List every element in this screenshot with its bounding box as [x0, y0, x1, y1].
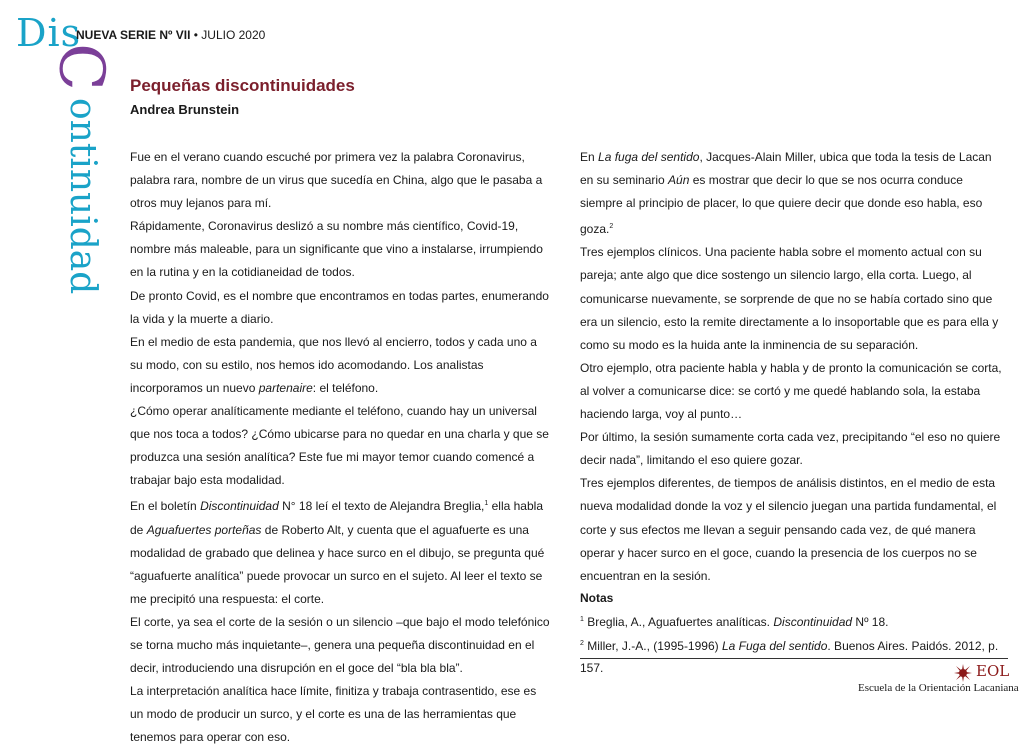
paragraph: El corte, ya sea el corte de la sesión o un silencio –que bajo el modo telefónico se torna mucho más inquietante–, genera una pequeña discontinuidad en el decir, introduciendo una disrupción en el goce del “bla bla bla”.: [130, 614, 550, 676]
note-number: 2: [580, 640, 584, 647]
paragraph: Otro ejemplo, otra paciente habla y habla y de pronto la comunicación se corta, al volver a comunicarse dice: se cortó y me quedé hablando sola, la estaba haciendo larga, voy al punto…: [580, 360, 1002, 422]
italic-run: Discontinuidad: [200, 499, 279, 514]
italic-run: La fuga del sentido: [598, 150, 700, 164]
logo-vertical-text: ontinuidad: [62, 98, 103, 295]
footnote-ref[interactable]: 2: [609, 223, 614, 231]
text-run: ella habla de: [130, 499, 543, 537]
paragraph: [130, 331, 550, 400]
issue-separator: •: [190, 28, 202, 42]
right-column: [580, 146, 1008, 588]
paragraph: [130, 492, 550, 610]
paragraph: [580, 146, 1008, 241]
text-run: N° 18 leí el texto de Alejandra Breglia,: [278, 499, 485, 514]
paragraph: De pronto Covid, es el nombre que encontramos en todas partes, enumerando la vida y la muerte a diario.: [130, 288, 549, 326]
left-column: [130, 146, 550, 749]
italic-run: Aguafuertes porteñas: [146, 522, 262, 537]
paragraph: Rápidamente, Coronavirus deslizó a su nombre más científico, Covid-19, nombre más maleable, para un significante que vino a instalarse, irrumpiendo en la rutina y en la cotidianeidad de todos.: [130, 219, 543, 280]
text-run: En: [580, 150, 599, 164]
discontinuidad-logo: [14, 11, 119, 295]
eol-abbreviation: EOL: [976, 662, 1010, 680]
eol-full-name: Escuela de la Orientación Lacaniana: [858, 682, 1019, 694]
paragraph: ¿Cómo operar analíticamente mediante el teléfono, cuando hay un universal que nos toca a todos? ¿Cómo ubicarse para no quedar en una charla y que se produzca una sesión analítica? Este fue mi mayor temor cuando comencé a trabajar bajo esta modalidad.: [130, 404, 549, 488]
note-item: [580, 609, 1008, 633]
text-run: En el medio de esta pandemia, que nos llevó al encierro, todos y cada uno a su modo, con su estilo, nos hemos ido acomodando. Los analistas incorporamos un nuevo: [130, 334, 537, 395]
article-title: Pequeñas discontinuidades: [130, 76, 355, 95]
paragraph: Por último, la sesión sumamente corta cada vez, precipitando “el eso no quiere decir nada”, limitando el eso quiere gozar.: [580, 430, 1001, 468]
logo-dis-text: Dis: [16, 11, 82, 55]
italic-run: La Fuga del sentido: [721, 639, 828, 653]
footnote-ref[interactable]: 1: [484, 500, 489, 508]
italic-run: Discontinuidad: [773, 615, 853, 629]
paragraph: Tres ejemplos diferentes, de tiempos de análisis distintos, en el medio de esta nueva modalidad donde la voz y el silencio juegan una partida fundamental, el corte y sus efectos me llevan a seguir pensando cada vez, de qué manera operar y hacer surco en el goce, cuando la presencia de los cuerpos no se encuentran en la sesión.: [580, 476, 997, 583]
eol-emblem-icon: [954, 664, 972, 682]
text-run: es mostrar que decir lo que se nos ocurra conduce siempre al principio de placer, lo que quiere decir que donde eso habla, eso goza.: [580, 173, 983, 237]
footer-divider: [580, 658, 1008, 659]
article-author: Andrea Brunstein: [130, 102, 240, 117]
issue-line: [76, 28, 265, 42]
eol-logo: [852, 662, 1019, 702]
text-run: de Roberto Alt, y cuenta que el aguafuerte es una modalidad de grabado que delinea y hace surco en el dibujo, se pregunta qué “aguafuerte analítica” puede provocar un surco en el sujeto. Al leer el texto se me precipitó una respuesta: el corte.: [130, 522, 545, 606]
text-run: . Buenos Aires. Paidós. 2012, p. 157.: [580, 639, 999, 675]
text-run: Nº 18.: [852, 615, 889, 629]
issue-date: JULIO 2020: [201, 28, 266, 42]
issue-series: NUEVA SERIE Nº VII: [76, 28, 191, 42]
paragraph: La interpretación analítica hace límite, finitiza y trabaja contrasentido, ese es un modo de producir un surco, y el corte es una de las herramientas que tenemos para operar con eso.: [130, 684, 537, 745]
text-run: , Jacques-Alain Miller, ubica que toda la tesis de Lacan en su seminario: [580, 150, 992, 188]
italic-run: partenaire: [258, 380, 313, 395]
paragraph: Fue en el verano cuando escuché por primera vez la palabra Coronavirus, palabra rara, nombre de un virus que sucedía en China, algo que le pasaba a otros muy lejanos para mí.: [130, 150, 543, 211]
italic-run: Aún: [668, 173, 690, 188]
text-run: Breglia, A., Aguafuertes analíticas.: [583, 615, 774, 629]
text-run: Miller, J.-A., (1995-1996): [583, 639, 722, 653]
note-number: 1: [580, 616, 584, 623]
text-run: : el teléfono.: [312, 380, 379, 395]
paragraph: Tres ejemplos clínicos. Una paciente habla sobre el momento actual con su pareja; ante algo que dice sostengo un silencio largo, ella corta. Luego, al comunicarse nuevamente, se sorprende de que no se había cortado sino que era un silencio, esto la remite directamente a lo insoportable que es para ella y como su modo es la huida ante la inminencia de su separación.: [580, 245, 999, 352]
logo-c-letter: C: [45, 43, 119, 91]
notes-heading: Notas: [580, 591, 614, 605]
text-run: En el boletín: [130, 499, 201, 514]
